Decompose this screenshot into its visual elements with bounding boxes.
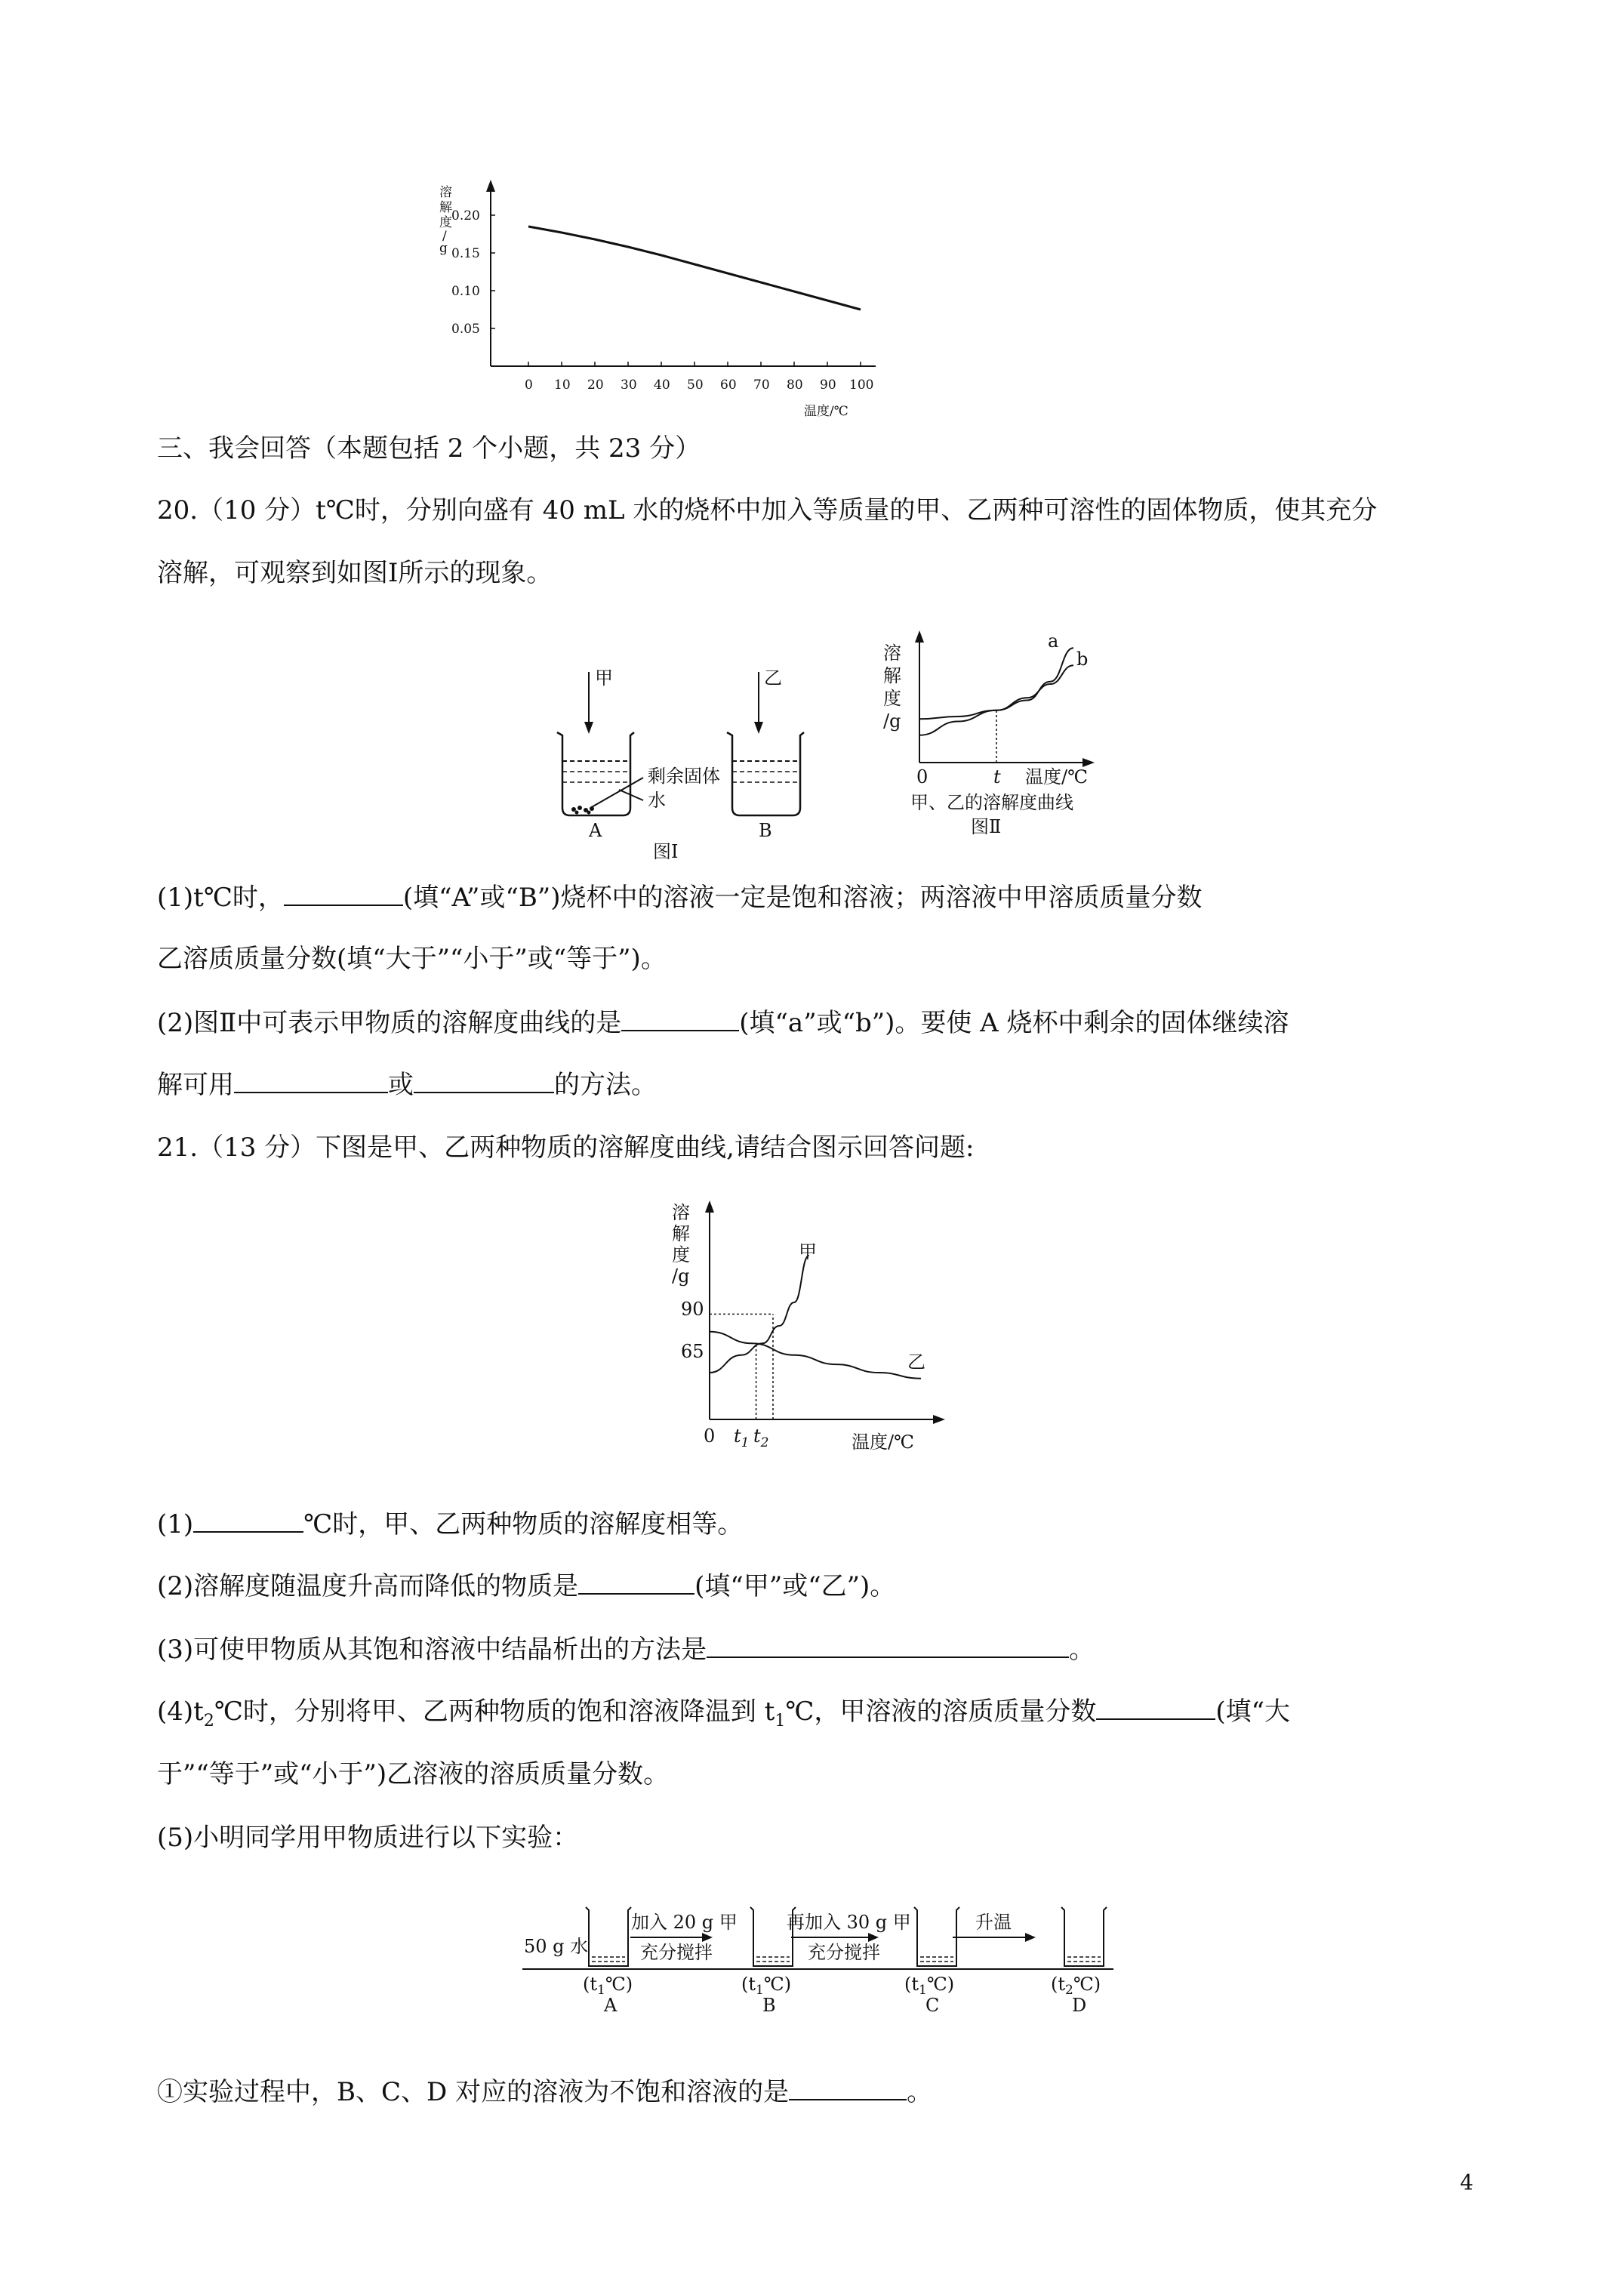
fig2-caption: 图Ⅱ bbox=[971, 816, 1002, 837]
answer-blank[interactable] bbox=[234, 1069, 388, 1093]
answer-blank[interactable] bbox=[621, 1007, 739, 1031]
fig4-label-b: B bbox=[762, 1995, 776, 2014]
svg-text:溶: 溶 bbox=[883, 643, 901, 664]
q20-part2-line2: 解可用 或 的方法。 bbox=[157, 1070, 657, 1100]
q21-stem: 21.（13 分）下图是甲、乙两种物质的溶解度曲线,请结合图示回答问题: bbox=[157, 1133, 975, 1163]
fig3-y-arrow bbox=[705, 1200, 714, 1213]
figure-2-solubility-chart bbox=[876, 623, 1102, 849]
fig1-remaining-solid-label: 剩余固体 bbox=[648, 766, 720, 787]
q20-part1-line2: 乙溶质质量分数(填“大于”“小于”或“等于”)。 bbox=[157, 944, 667, 974]
chart1-series-line bbox=[528, 227, 861, 310]
q21-part5-sub1: ①实验过程中，B、C、D 对应的溶液为不饱和溶液的是 。 bbox=[157, 2077, 933, 2107]
fig4-step3-top: 升温 bbox=[975, 1912, 1012, 1933]
svg-text:度: 度 bbox=[672, 1244, 690, 1265]
chart1-xtick-label: 40 bbox=[654, 378, 670, 393]
fig2-origin: 0 bbox=[916, 766, 929, 787]
fig4-temp-a: $(t_1℃)$ bbox=[583, 1974, 633, 1998]
chart1-ytick-label: 0.15 bbox=[451, 246, 480, 261]
fig3-tick-t1: $t_1$ bbox=[734, 1425, 750, 1450]
chart1-ytick-label: 0.10 bbox=[451, 284, 480, 299]
svg-text:度: 度 bbox=[439, 215, 452, 230]
fig4-temp-d: $(t_2℃)$ bbox=[1051, 1974, 1101, 1998]
section-3-heading: 三、我会回答（本题包括 2 个小题，共 23 分） bbox=[157, 433, 701, 464]
fig3-origin: 0 bbox=[704, 1425, 716, 1447]
chart1-xlabel: 温度/℃ bbox=[804, 404, 848, 419]
fig4-beaker bbox=[1061, 1907, 1107, 1966]
q21-part2: (2)溶解度随温度升高而降低的物质是 (填“甲”或“乙”)。 bbox=[157, 1571, 896, 1601]
fig1-beaker-a-label: A bbox=[589, 820, 602, 838]
fig4-step3-arrow bbox=[953, 1933, 1036, 1942]
chart1-xtick-label: 30 bbox=[621, 378, 637, 393]
fig4-step2-top: 再加入 30 g 甲 bbox=[787, 1912, 911, 1933]
fig4-temp-c: $(t_1℃)$ bbox=[904, 1974, 955, 1998]
fig4-beaker bbox=[586, 1907, 631, 1966]
fig3-ytick-65: 65 bbox=[681, 1341, 704, 1362]
q20-part2-line1: (2)图Ⅱ中可表示甲物质的溶解度曲线的是 (填“a”或“b”)。要使 A 烧杯中剩余的固体继续溶 bbox=[157, 1008, 1289, 1038]
figure-4-experiment bbox=[513, 1894, 1117, 2014]
chart1-xtick-label: 20 bbox=[587, 378, 604, 393]
answer-blank[interactable] bbox=[284, 882, 403, 906]
svg-text:解: 解 bbox=[439, 200, 452, 215]
fig3-label-jia: 甲 bbox=[799, 1241, 817, 1262]
q20-stem-line1: 20.（10 分）t℃时，分别向盛有 40 mL 水的烧杯中加入等质量的甲、乙两种可溶性的固体物质，使其充分 bbox=[157, 495, 1378, 525]
fig1-arrow-b-head bbox=[754, 722, 763, 734]
fig4-step1-bottom: 充分搅拌 bbox=[640, 1942, 713, 1963]
fig1-arrow-a-head bbox=[584, 722, 593, 734]
svg-text:/g: /g bbox=[672, 1265, 690, 1287]
answer-blank[interactable] bbox=[414, 1069, 554, 1093]
chart1-ytick-label: 0.05 bbox=[451, 322, 480, 337]
q21-part3: (3)可使甲物质从其饱和溶液中结晶析出的方法是 。 bbox=[157, 1635, 1095, 1665]
answer-blank[interactable] bbox=[578, 1570, 694, 1595]
q21-part1: (1) ℃时，甲、乙两种物质的溶解度相等。 bbox=[157, 1509, 744, 1539]
figure-1-beakers bbox=[528, 642, 876, 838]
fig4-water-label: 50 g 水 bbox=[524, 1936, 589, 1957]
q21-part5: (5)小明同学用甲物质进行以下实验： bbox=[157, 1823, 579, 1853]
q20-stem-line2: 溶解，可观察到如图Ⅰ所示的现象。 bbox=[157, 558, 553, 588]
fig2-label-b: b bbox=[1076, 649, 1089, 670]
chart1-xtick-label: 90 bbox=[820, 378, 836, 393]
svg-text:/: / bbox=[442, 229, 447, 244]
fig3-ytick-90: 90 bbox=[681, 1299, 704, 1320]
answer-blank[interactable] bbox=[789, 2076, 907, 2100]
fig1-beaker-b-label: B bbox=[759, 820, 772, 838]
svg-text:解: 解 bbox=[672, 1223, 690, 1244]
figure-3-solubility-chart bbox=[664, 1193, 966, 1465]
answer-blank[interactable] bbox=[707, 1634, 1069, 1658]
q21-part4-line1: $(4)t_2℃$时，分别将甲、乙两种物质的饱和溶液降温到 $t_1℃$，甲溶液的溶质质量分数 (填“大 bbox=[157, 1697, 1291, 1730]
chart1-xtick-label: 0 bbox=[525, 378, 533, 393]
chart1-xtick-label: 60 bbox=[720, 378, 737, 393]
fig4-step2-arrow bbox=[791, 1933, 879, 1942]
chart1-ytick-label: 0.20 bbox=[451, 208, 480, 223]
svg-text:/g: /g bbox=[883, 710, 901, 732]
fig1-caption: 图Ⅰ bbox=[653, 841, 679, 862]
fig4-label-c: C bbox=[925, 1995, 940, 2014]
beaker-b bbox=[727, 732, 804, 815]
fig1-yi-label: 乙 bbox=[764, 667, 782, 689]
fig1-water-label: 水 bbox=[648, 790, 666, 811]
q20-part1-line1: (1)t℃时， (填“A”或“B”)烧杯中的溶液一定是饱和溶液；两溶液中甲溶质质量分数 bbox=[157, 883, 1203, 913]
chart1-xtick-label: 70 bbox=[753, 378, 770, 393]
fig2-tick-t: t bbox=[993, 766, 1001, 787]
fig4-step2-bottom: 充分搅拌 bbox=[808, 1942, 880, 1963]
chart1-y-arrow bbox=[486, 180, 495, 192]
fig2-y-arrow bbox=[915, 630, 924, 643]
svg-text:溶: 溶 bbox=[672, 1202, 690, 1223]
svg-text:溶: 溶 bbox=[439, 185, 452, 200]
q21-part4-line2: 于”“等于”或“小于”)乙溶液的溶质质量分数。 bbox=[157, 1759, 670, 1789]
chart1-ylabel bbox=[439, 185, 452, 256]
fig1-jia-label: 甲 bbox=[595, 667, 613, 689]
answer-blank[interactable] bbox=[1096, 1696, 1215, 1720]
fig3-xlabel: 温度/℃ bbox=[852, 1432, 914, 1453]
beaker-a bbox=[557, 732, 634, 815]
chart1-xtick-label: 10 bbox=[554, 378, 571, 393]
svg-text:g: g bbox=[439, 241, 448, 256]
answer-blank[interactable] bbox=[193, 1509, 303, 1533]
chart1-xtick-label: 80 bbox=[787, 378, 803, 393]
fig4-label-a: A bbox=[604, 1995, 617, 2014]
fig4-step1-arrow bbox=[630, 1933, 713, 1942]
fig2-title: 甲、乙的溶解度曲线 bbox=[910, 792, 1073, 813]
fig3-x-arrow bbox=[933, 1415, 945, 1424]
page-number: 4 bbox=[1460, 2170, 1474, 2195]
fig2-ylabel bbox=[883, 643, 901, 732]
svg-text:度: 度 bbox=[883, 688, 901, 709]
fig4-step1-top: 加入 20 g 甲 bbox=[631, 1912, 738, 1933]
fig2-label-a: a bbox=[1048, 630, 1059, 652]
fig4-temp-b: $(t_1℃)$ bbox=[741, 1974, 792, 1998]
svg-text:解: 解 bbox=[883, 665, 901, 686]
chart1-xtick-label: 100 bbox=[849, 378, 874, 393]
fig2-xlabel: 温度/℃ bbox=[1025, 766, 1088, 787]
fig3-tick-t2: $t_2$ bbox=[753, 1425, 769, 1450]
solubility-chart-1 bbox=[430, 174, 883, 423]
chart1-xtick-label: 50 bbox=[687, 378, 704, 393]
fig4-label-d: D bbox=[1072, 1995, 1087, 2014]
fig3-label-yi: 乙 bbox=[907, 1351, 925, 1373]
fig3-ylabel bbox=[672, 1202, 690, 1287]
